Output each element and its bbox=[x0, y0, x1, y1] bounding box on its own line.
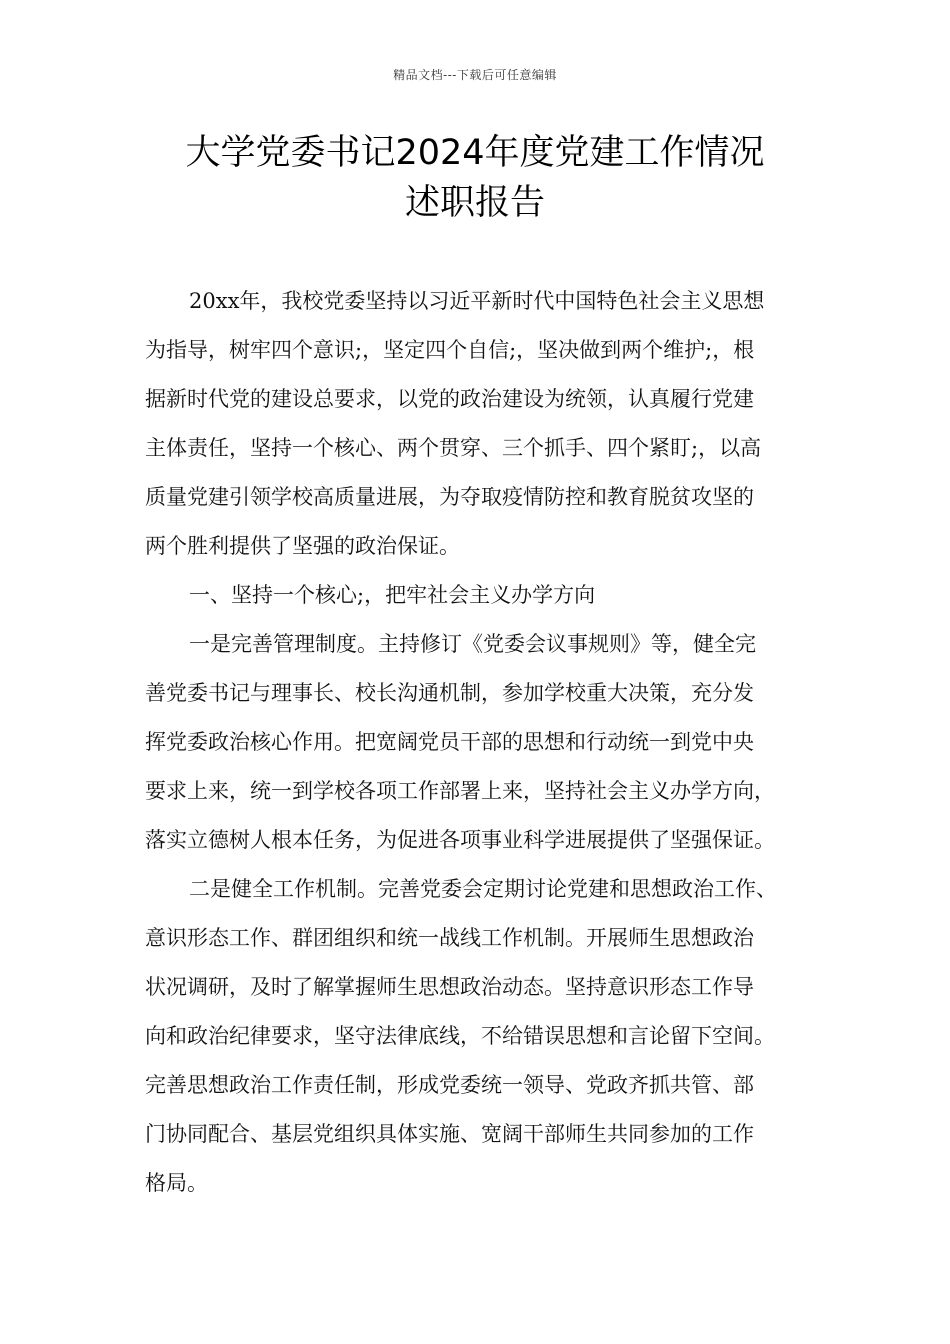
paragraph-line: 两个胜利提供了坚强的政治保证。 bbox=[145, 534, 460, 558]
document-title bbox=[120, 128, 830, 228]
paragraph-line: 善党委书记与理事长、校长沟通机制，参加学校重大决策，充分发 bbox=[145, 681, 754, 705]
title-line-1: 大学党委书记2024年度党建工作情况 bbox=[185, 133, 765, 173]
paragraph-line: 门协同配合、基层党组织具体实施、宽阔干部师生共同参加的工作 bbox=[145, 1122, 754, 1146]
paragraph-line: 一是完善管理制度。主持修订《党委会议事规则》等，健全完 bbox=[189, 632, 756, 656]
paragraph-line: 完善思想政治工作责任制，形成党委统一领导、党政齐抓共管、部 bbox=[145, 1073, 754, 1097]
paragraph-line: 为指导，树牢四个意识;，坚定四个自信;，坚决做到两个维护;，根 bbox=[145, 338, 755, 362]
paragraph-line: 二是健全工作机制。完善党委会定期讨论党建和思想政治工作、 bbox=[189, 877, 777, 901]
paragraph-line: 向和政治纪律要求，坚守法律底线，不给错误思想和言论留下空间。 bbox=[145, 1024, 775, 1048]
paragraph-line: 质量党建引领学校高质量进展，为夺取疫情防控和教育脱贫攻坚的 bbox=[145, 485, 754, 509]
paragraph-line: 20xx年，我校党委坚持以习近平新时代中国特色社会主义思想 bbox=[189, 289, 765, 313]
paragraph-line: 状况调研，及时了解掌握师生思想政治动态。坚持意识形态工作导 bbox=[145, 975, 754, 999]
paragraph-line: 意识形态工作、群团组织和统一战线工作机制。开展师生思想政治 bbox=[145, 926, 754, 950]
paragraph-line: 格局。 bbox=[145, 1171, 208, 1195]
paragraph-line: 落实立德树人根本任务，为促进各项事业科学进展提供了坚强保证。 bbox=[145, 828, 775, 852]
header-note: 精品文档---下载后可任意编辑 bbox=[393, 68, 557, 82]
title-line-2: 述职报告 bbox=[404, 183, 545, 223]
document-body bbox=[145, 278, 817, 1209]
paragraph-line: 据新时代党的建设总要求，以党的政治建设为统领，认真履行党建 bbox=[145, 387, 754, 411]
section-heading: 一、坚持一个核心;，把牢社会主义办学方向 bbox=[189, 583, 596, 607]
paragraph-line: 挥党委政治核心作用。把宽阔党员干部的思想和行动统一到党中央 bbox=[145, 730, 754, 754]
paragraph-line: 要求上来，统一到学校各项工作部署上来，坚持社会主义办学方向， bbox=[145, 779, 775, 803]
paragraph-line: 主体责任，坚持一个核心、两个贯穿、三个抓手、四个紧盯;，以高 bbox=[145, 436, 762, 460]
